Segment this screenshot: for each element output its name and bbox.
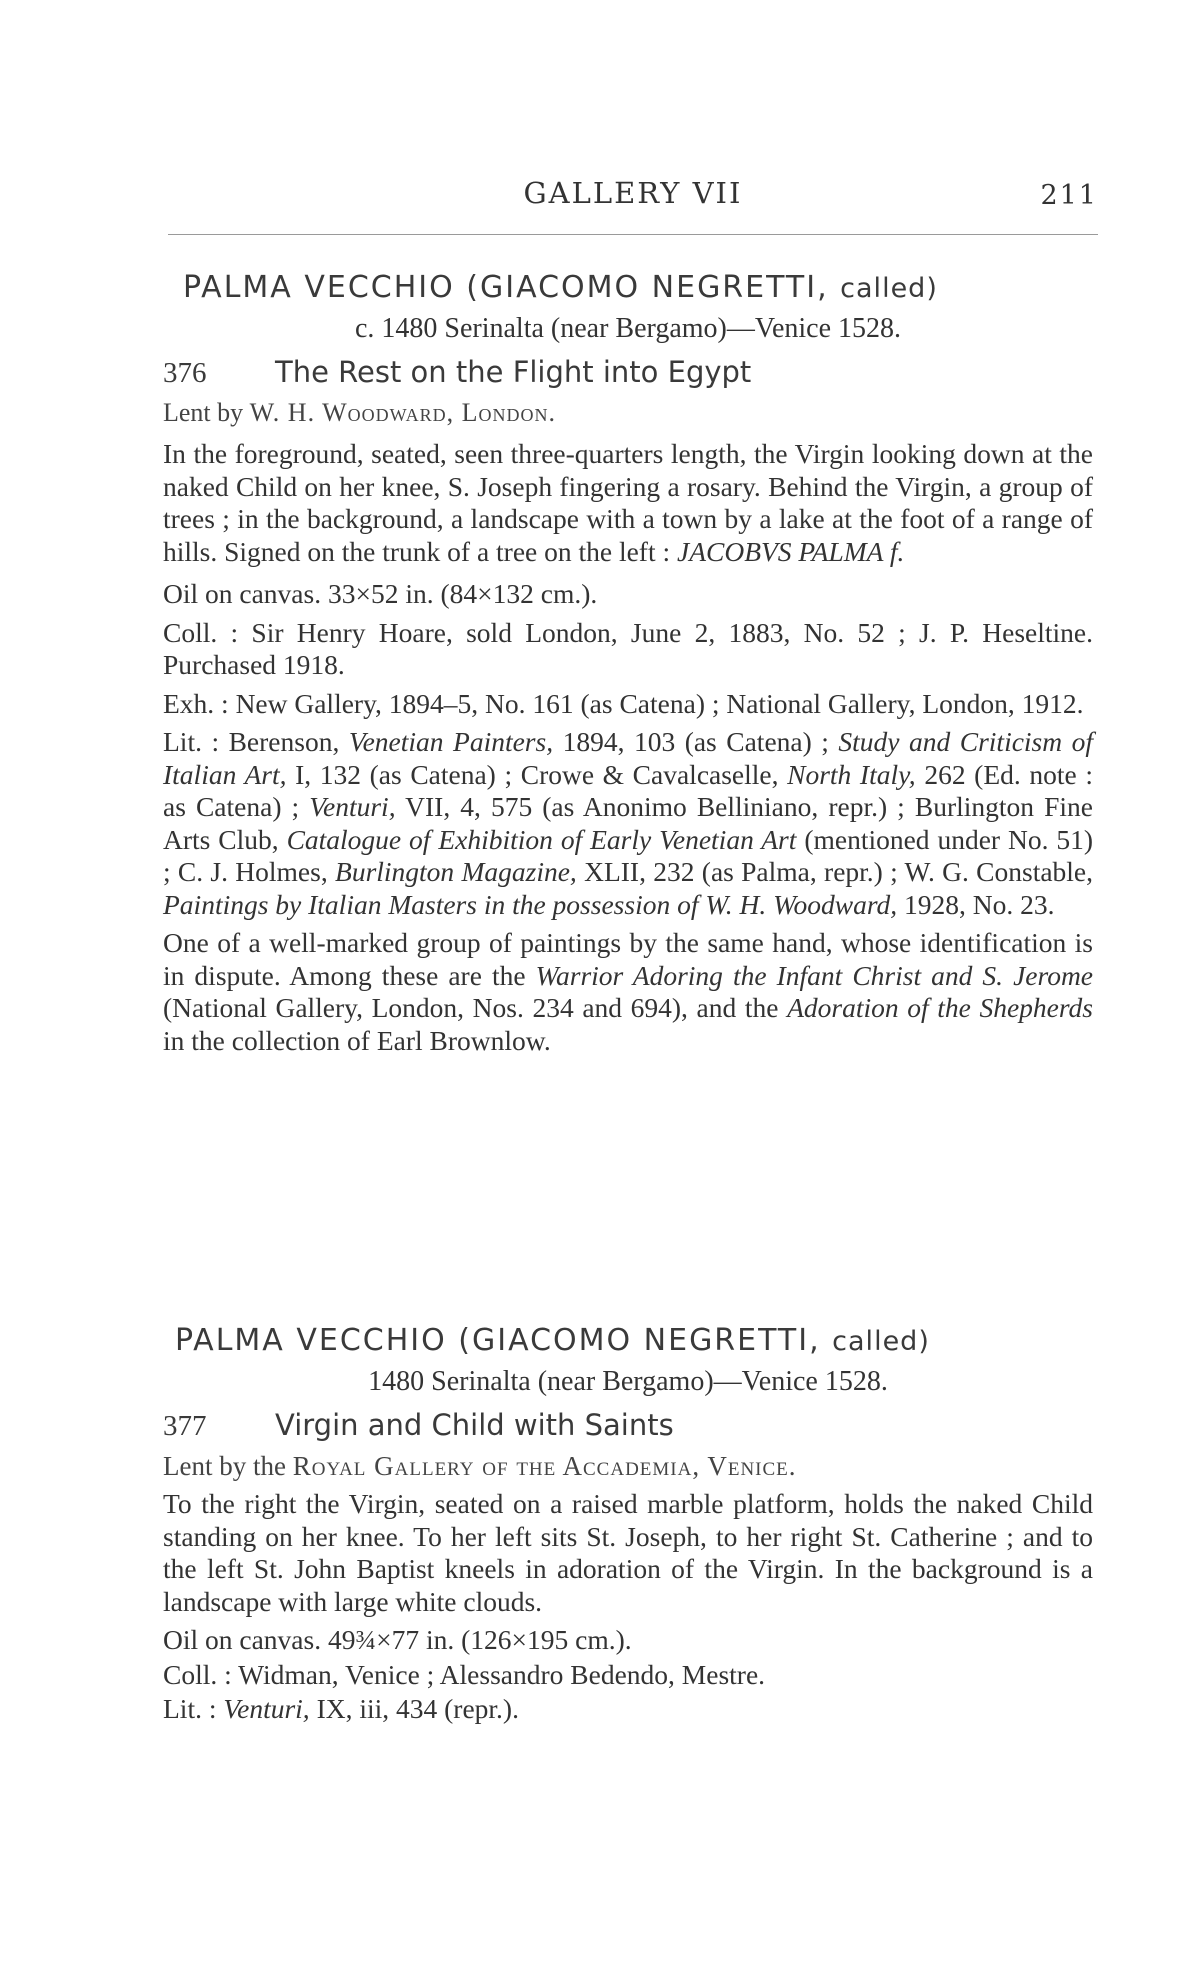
lit-text: 1928, No. 23.: [904, 888, 1055, 920]
signature-inscription: JACOBVS PALMA f.: [677, 535, 905, 567]
lit-italic: Venturi,: [223, 1693, 310, 1724]
lit-italic: Study and Criticism of Italian Art,: [163, 726, 1093, 790]
lit-text: 1894, 103 (as Catena) ;: [562, 726, 829, 757]
exhibition-paragraph: Exh. : New Gallery, 1894–5, No. 161 (as Catena) ; National Gallery, London, 1912.: [163, 687, 1084, 719]
collection-paragraph: Coll. : Sir Henry Hoare, sold London, June 2, 1883, No. 52 ; J. P. Heseltine. Purchased 1918.: [163, 616, 1093, 680]
lit-italic: Paintings by Italian Masters in the possession of W. H. Woodward,: [163, 888, 898, 920]
collection-paragraph: Coll. : Widman, Venice ; Alessandro Bedendo, Mestre.: [163, 1658, 766, 1690]
artist-name: PALMA VECCHIO (GIACOMO NEGRETTI,: [183, 270, 829, 305]
page-number: 211: [1040, 180, 1098, 211]
lit-italic: Venturi,: [309, 791, 396, 822]
lit-text: I, 132 (as Catena) ; Crowe & Cavalcaselle,: [295, 758, 779, 790]
note-text: in the collection of Earl Brownlow.: [163, 1024, 551, 1056]
literature-paragraph: [163, 1693, 1093, 1726]
note-text: One of a well-marked group of paintings by the same hand, whose identification is in dispute. Among these are the: [163, 927, 1093, 991]
catalogue-entry-377: [163, 1323, 1093, 1726]
artist-name: PALMA VECCHIO (GIACOMO NEGRETTI,: [175, 1323, 821, 1358]
note-italic: Adoration of the Shepherds: [787, 992, 1093, 1023]
lit-text: Lit. :: [163, 1693, 217, 1724]
lit-text: VII, 4, 575 (as Anonimo Belliniano, repr.) ; Burlington Fine Arts Club,: [163, 791, 1094, 855]
lit-text: (mentioned under No. 51) ; C. J. Holmes,: [163, 823, 1094, 887]
lit-italic: Venetian Painters,: [348, 726, 554, 757]
header-rule: [168, 234, 1098, 235]
work-title-line: [163, 1408, 1093, 1443]
artist-heading: [163, 1323, 1093, 1358]
lit-text: XLII, 232 (as Palma, repr.) ; W. G. Constable,: [584, 856, 1094, 887]
medium-line: Oil on canvas. 33×52 in. (84×132 cm.).: [163, 578, 598, 609]
description-paragraph: To the right the Virgin, seated on a raised marble platform, holds the naked Child standing on her knee. To her left sits St. Joseph, to her right St. Catherine ; and to the left St. John Baptist kneels in adoration of the Virgin. In the background is a landscape with large white clouds.: [163, 1488, 1093, 1617]
note-text: (National Gallery, London, Nos. 234 and 694), and the: [163, 992, 779, 1023]
literature-paragraph: [163, 726, 1093, 921]
lit-italic: North Italy,: [787, 758, 916, 790]
artist-heading: [163, 270, 1093, 305]
lent-prefix: Lent by the: [163, 1451, 286, 1481]
lender-name: Royal Gallery of the Accademia, Venice.: [292, 1451, 797, 1481]
description-text: In the foreground, seated, seen three-quarters length, the Virgin looking down at the naked Child on her knee, S. Joseph fingering a rosary. Behind the Virgin, a group of trees ; in the background, a landscape with a town by a lake at the foot of a range of hills. Signed on the trunk of a tree on the left :: [163, 438, 1093, 567]
catalogue-number: 376: [163, 357, 207, 389]
lit-text: 262 (Ed. note : as Catena) ;: [163, 758, 1093, 822]
work-title: The Rest on the Flight into Egypt: [275, 355, 752, 389]
catalogue-number: 377: [163, 1410, 207, 1442]
artist-called: called): [840, 273, 938, 304]
artist-life-dates: c. 1480 Serinalta (near Bergamo)—Venice 1528.: [354, 313, 902, 344]
running-title: GALLERY VII: [523, 176, 743, 210]
artist-life-dates: 1480 Serinalta (near Bergamo)—Venice 1528.: [368, 1366, 888, 1397]
note-paragraph: [163, 927, 1093, 1057]
running-head: [168, 176, 1098, 216]
lit-italic: Burlington Magazine,: [335, 856, 577, 887]
lender-name: W. H. Woodward, London.: [249, 398, 557, 427]
work-title-line: [163, 355, 1093, 390]
lender-line: [163, 1451, 1093, 1482]
lent-prefix: Lent by: [163, 398, 244, 427]
artist-called: called): [832, 1326, 930, 1357]
lit-text: IX, iii, 434 (repr.).: [316, 1693, 519, 1724]
lit-text: Lit. : Berenson,: [163, 726, 340, 757]
work-title: Virgin and Child with Saints: [275, 1408, 674, 1442]
medium-line: Oil on canvas. 49¾×77 in. (126×195 cm.).: [163, 1624, 632, 1655]
description-paragraph: [163, 438, 1093, 568]
lit-italic: Catalogue of Exhibition of Early Venetian Art: [286, 823, 797, 855]
lender-line: [163, 398, 1093, 428]
note-italic: Warrior Adoring the Infant Christ and S. Jerome: [535, 959, 1094, 991]
catalogue-entry-376: [163, 270, 1093, 1057]
